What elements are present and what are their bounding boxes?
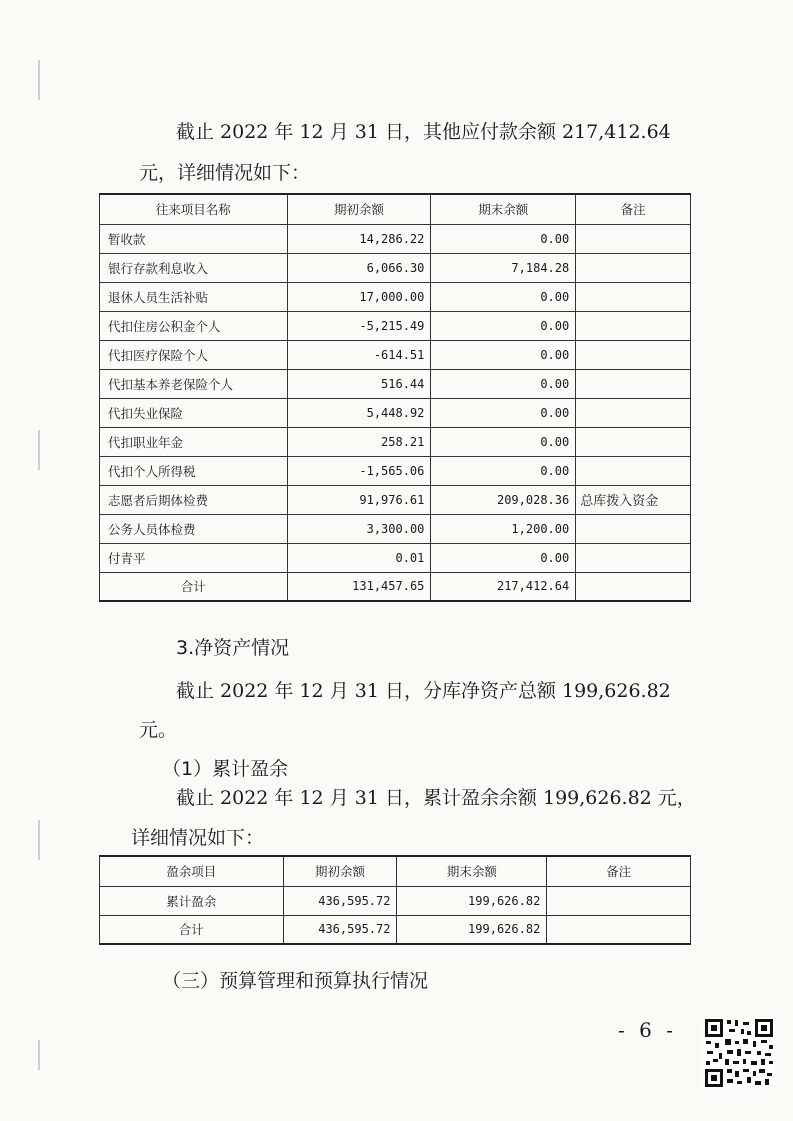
section-3-line-2: 元。 — [139, 719, 178, 741]
row-name: 银行存款利息收入 — [100, 253, 288, 282]
total-label: 合计 — [100, 572, 288, 601]
row-name: 付青平 — [100, 543, 288, 572]
margin-mark — [38, 430, 40, 470]
total-label: 合计 — [100, 915, 284, 944]
start-balance: 14,286.22 — [287, 224, 431, 253]
margin-mark — [38, 1040, 40, 1070]
section-3-line-1: 截止 2022 年 12 月 31 日，分库净资产总额 199,626.82 — [176, 680, 671, 702]
start-balance: 0.01 — [287, 543, 431, 572]
table-row — [100, 514, 691, 543]
row-note — [576, 456, 691, 485]
column-header: 往来项目名称 — [100, 194, 288, 224]
start-balance: -614.51 — [287, 340, 431, 369]
row-note — [576, 427, 691, 456]
start-balance: 91,976.61 — [287, 485, 431, 514]
row-note — [576, 311, 691, 340]
table-header-row — [100, 856, 691, 886]
row-name: 代扣住房公积金个人 — [100, 311, 288, 340]
row-note — [576, 514, 691, 543]
row-note — [576, 543, 691, 572]
end-balance: 7,184.28 — [431, 253, 576, 282]
table-header-row — [100, 194, 691, 224]
end-balance: 1,200.00 — [431, 514, 576, 543]
end-balance: 0.00 — [431, 543, 576, 572]
table-row — [100, 398, 691, 427]
start-balance: 258.21 — [287, 427, 431, 456]
row-name: 暂收款 — [100, 224, 288, 253]
section-san-heading: （三）预算管理和预算执行情况 — [162, 970, 429, 992]
column-header: 备注 — [547, 856, 691, 886]
subsection-1-line-1: 截止 2022 年 12 月 31 日，累计盈余余额 199,626.82 元， — [176, 787, 696, 809]
column-header: 期末余额 — [431, 194, 576, 224]
table-row — [100, 340, 691, 369]
row-note — [576, 398, 691, 427]
total-end-balance: 217,412.64 — [431, 572, 576, 601]
payables-table — [99, 193, 691, 602]
total-start-balance: 436,595.72 — [283, 915, 397, 944]
row-note: 总库拨入资金 — [576, 485, 691, 514]
row-name: 代扣个人所得税 — [100, 456, 288, 485]
end-balance: 199,626.82 — [397, 886, 547, 915]
table-row — [100, 485, 691, 514]
start-balance: 5,448.92 — [287, 398, 431, 427]
row-note — [547, 886, 691, 915]
total-note — [547, 915, 691, 944]
row-name: 代扣医疗保险个人 — [100, 340, 288, 369]
start-balance: 436,595.72 — [283, 886, 397, 915]
column-header: 期末余额 — [397, 856, 547, 886]
end-balance: 0.00 — [431, 340, 576, 369]
row-name: 代扣职业年金 — [100, 427, 288, 456]
intro-line-2: 元，详细情况如下： — [139, 162, 311, 184]
total-row — [100, 915, 691, 944]
table-row — [100, 224, 691, 253]
table-row — [100, 456, 691, 485]
margin-mark — [38, 60, 40, 100]
row-name: 公务人员体检费 — [100, 514, 288, 543]
total-row — [100, 572, 691, 601]
start-balance: -5,215.49 — [287, 311, 431, 340]
start-balance: 6,066.30 — [287, 253, 431, 282]
total-start-balance: 131,457.65 — [287, 572, 431, 601]
qr-code-icon — [703, 1017, 775, 1089]
row-note — [576, 282, 691, 311]
end-balance: 0.00 — [431, 224, 576, 253]
subsection-1-line-2: 详细情况如下： — [131, 827, 265, 849]
section-3-heading: 3.净资产情况 — [176, 637, 290, 659]
column-header: 期初余额 — [283, 856, 397, 886]
table-row — [100, 427, 691, 456]
row-note — [576, 369, 691, 398]
end-balance: 0.00 — [431, 369, 576, 398]
surplus-table — [99, 855, 691, 945]
column-header: 盈余项目 — [100, 856, 284, 886]
page-number: - 6 - — [618, 1018, 677, 1042]
end-balance: 0.00 — [431, 311, 576, 340]
row-note — [576, 340, 691, 369]
row-note — [576, 253, 691, 282]
end-balance: 0.00 — [431, 456, 576, 485]
row-name: 代扣失业保险 — [100, 398, 288, 427]
row-note — [576, 224, 691, 253]
column-header: 备注 — [576, 194, 691, 224]
end-balance: 0.00 — [431, 282, 576, 311]
start-balance: 3,300.00 — [287, 514, 431, 543]
table-row — [100, 311, 691, 340]
end-balance: 0.00 — [431, 398, 576, 427]
table-row — [100, 886, 691, 915]
row-name: 退休人员生活补贴 — [100, 282, 288, 311]
table-row — [100, 282, 691, 311]
table-row — [100, 253, 691, 282]
total-end-balance: 199,626.82 — [397, 915, 547, 944]
start-balance: 17,000.00 — [287, 282, 431, 311]
margin-mark — [38, 820, 40, 860]
total-note — [576, 572, 691, 601]
table-row — [100, 543, 691, 572]
subsection-1-heading: （1）累计盈余 — [162, 758, 289, 780]
intro-line-1: 截止 2022 年 12 月 31 日，其他应付款余额 217,412.64 — [176, 121, 671, 143]
end-balance: 209,028.36 — [431, 485, 576, 514]
start-balance: 516.44 — [287, 369, 431, 398]
row-name: 累计盈余 — [100, 886, 284, 915]
column-header: 期初余额 — [287, 194, 431, 224]
table-row — [100, 369, 691, 398]
row-name: 志愿者后期体检费 — [100, 485, 288, 514]
row-name: 代扣基本养老保险个人 — [100, 369, 288, 398]
end-balance: 0.00 — [431, 427, 576, 456]
start-balance: -1,565.06 — [287, 456, 431, 485]
